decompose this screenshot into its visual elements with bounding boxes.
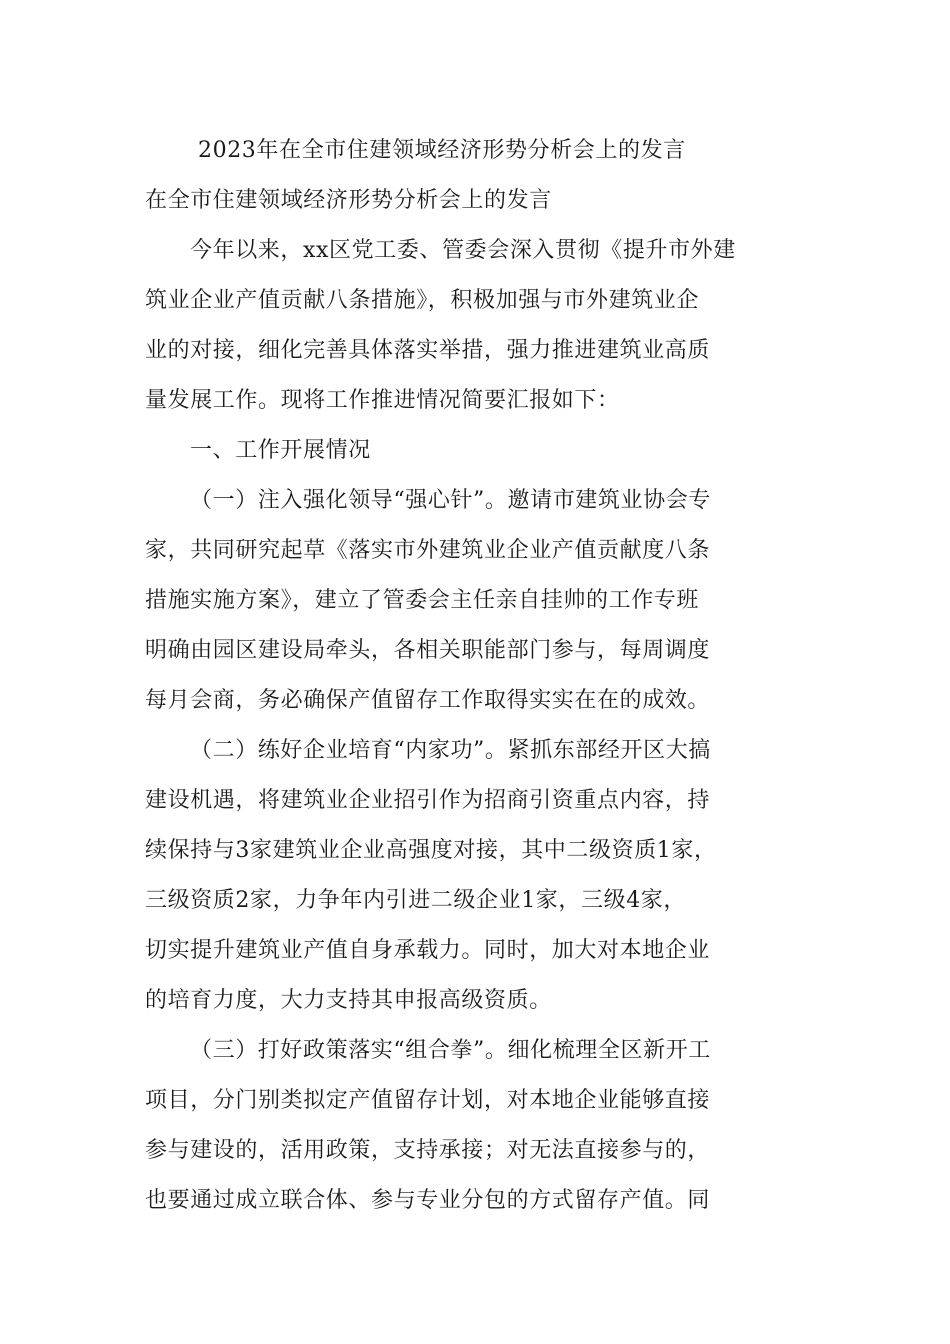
body-line: 三级资质2家，力争年内引进二级企业1家，三级4家， [145, 888, 686, 913]
body-line: （二）练好企业培育“内家功”。紧抓东部经开区大搞 [190, 738, 711, 763]
body-line: 今年以来，xx区党工委、管委会深入贯彻《提升市外建 [190, 238, 736, 263]
document-title: 2023年在全市住建领域经济形势分析会上的发言 [198, 138, 686, 163]
body-line: 参与建设的，活用政策，支持承接；对无法直接参与的， [145, 1138, 711, 1163]
section-heading: 一、工作开展情况 [190, 438, 371, 463]
body-line: 每月会商，务必确保产值留存工作取得实实在在的成效。 [145, 688, 711, 713]
body-line: （三）打好政策落实“组合拳”。细化梳理全区新开工 [190, 1038, 711, 1063]
body-line: 也要通过成立联合体、参与专业分包的方式留存产值。同 [145, 1188, 711, 1213]
body-line: 量发展工作。现将工作推进情况简要汇报如下： [145, 388, 620, 413]
body-line: 切实提升建筑业产值自身承载力。同时，加大对本地企业 [145, 938, 711, 963]
body-line: （一）注入强化领导“强心针”。邀请市建筑业协会专 [190, 488, 711, 513]
body-line: 明确由园区建设局牵头，各相关职能部门参与，每周调度 [145, 638, 711, 663]
body-line: 业的对接，细化完善具体落实举措，强力推进建筑业高质 [145, 338, 711, 363]
body-line: 的培育力度，大力支持其申报高级资质。 [145, 988, 552, 1013]
body-line: 续保持与3家建筑业企业高强度对接，其中二级资质1家， [145, 838, 717, 863]
body-line: 建设机遇，将建筑业企业招引作为招商引资重点内容，持 [145, 788, 711, 813]
body-line: 家，共同研究起草《落实市外建筑业企业产值贡献度八条 [145, 538, 711, 563]
body-line: 项目，分门别类拟定产值留存计划，对本地企业能够直接 [145, 1088, 711, 1113]
document-subtitle: 在全市住建领域经济形势分析会上的发言 [145, 188, 552, 213]
body-line: 措施实施方案》，建立了管委会主任亲自挂帅的工作专班 [145, 588, 700, 613]
body-line: 筑业企业产值贡献八条措施》，积极加强与市外建筑业企 [145, 288, 700, 313]
